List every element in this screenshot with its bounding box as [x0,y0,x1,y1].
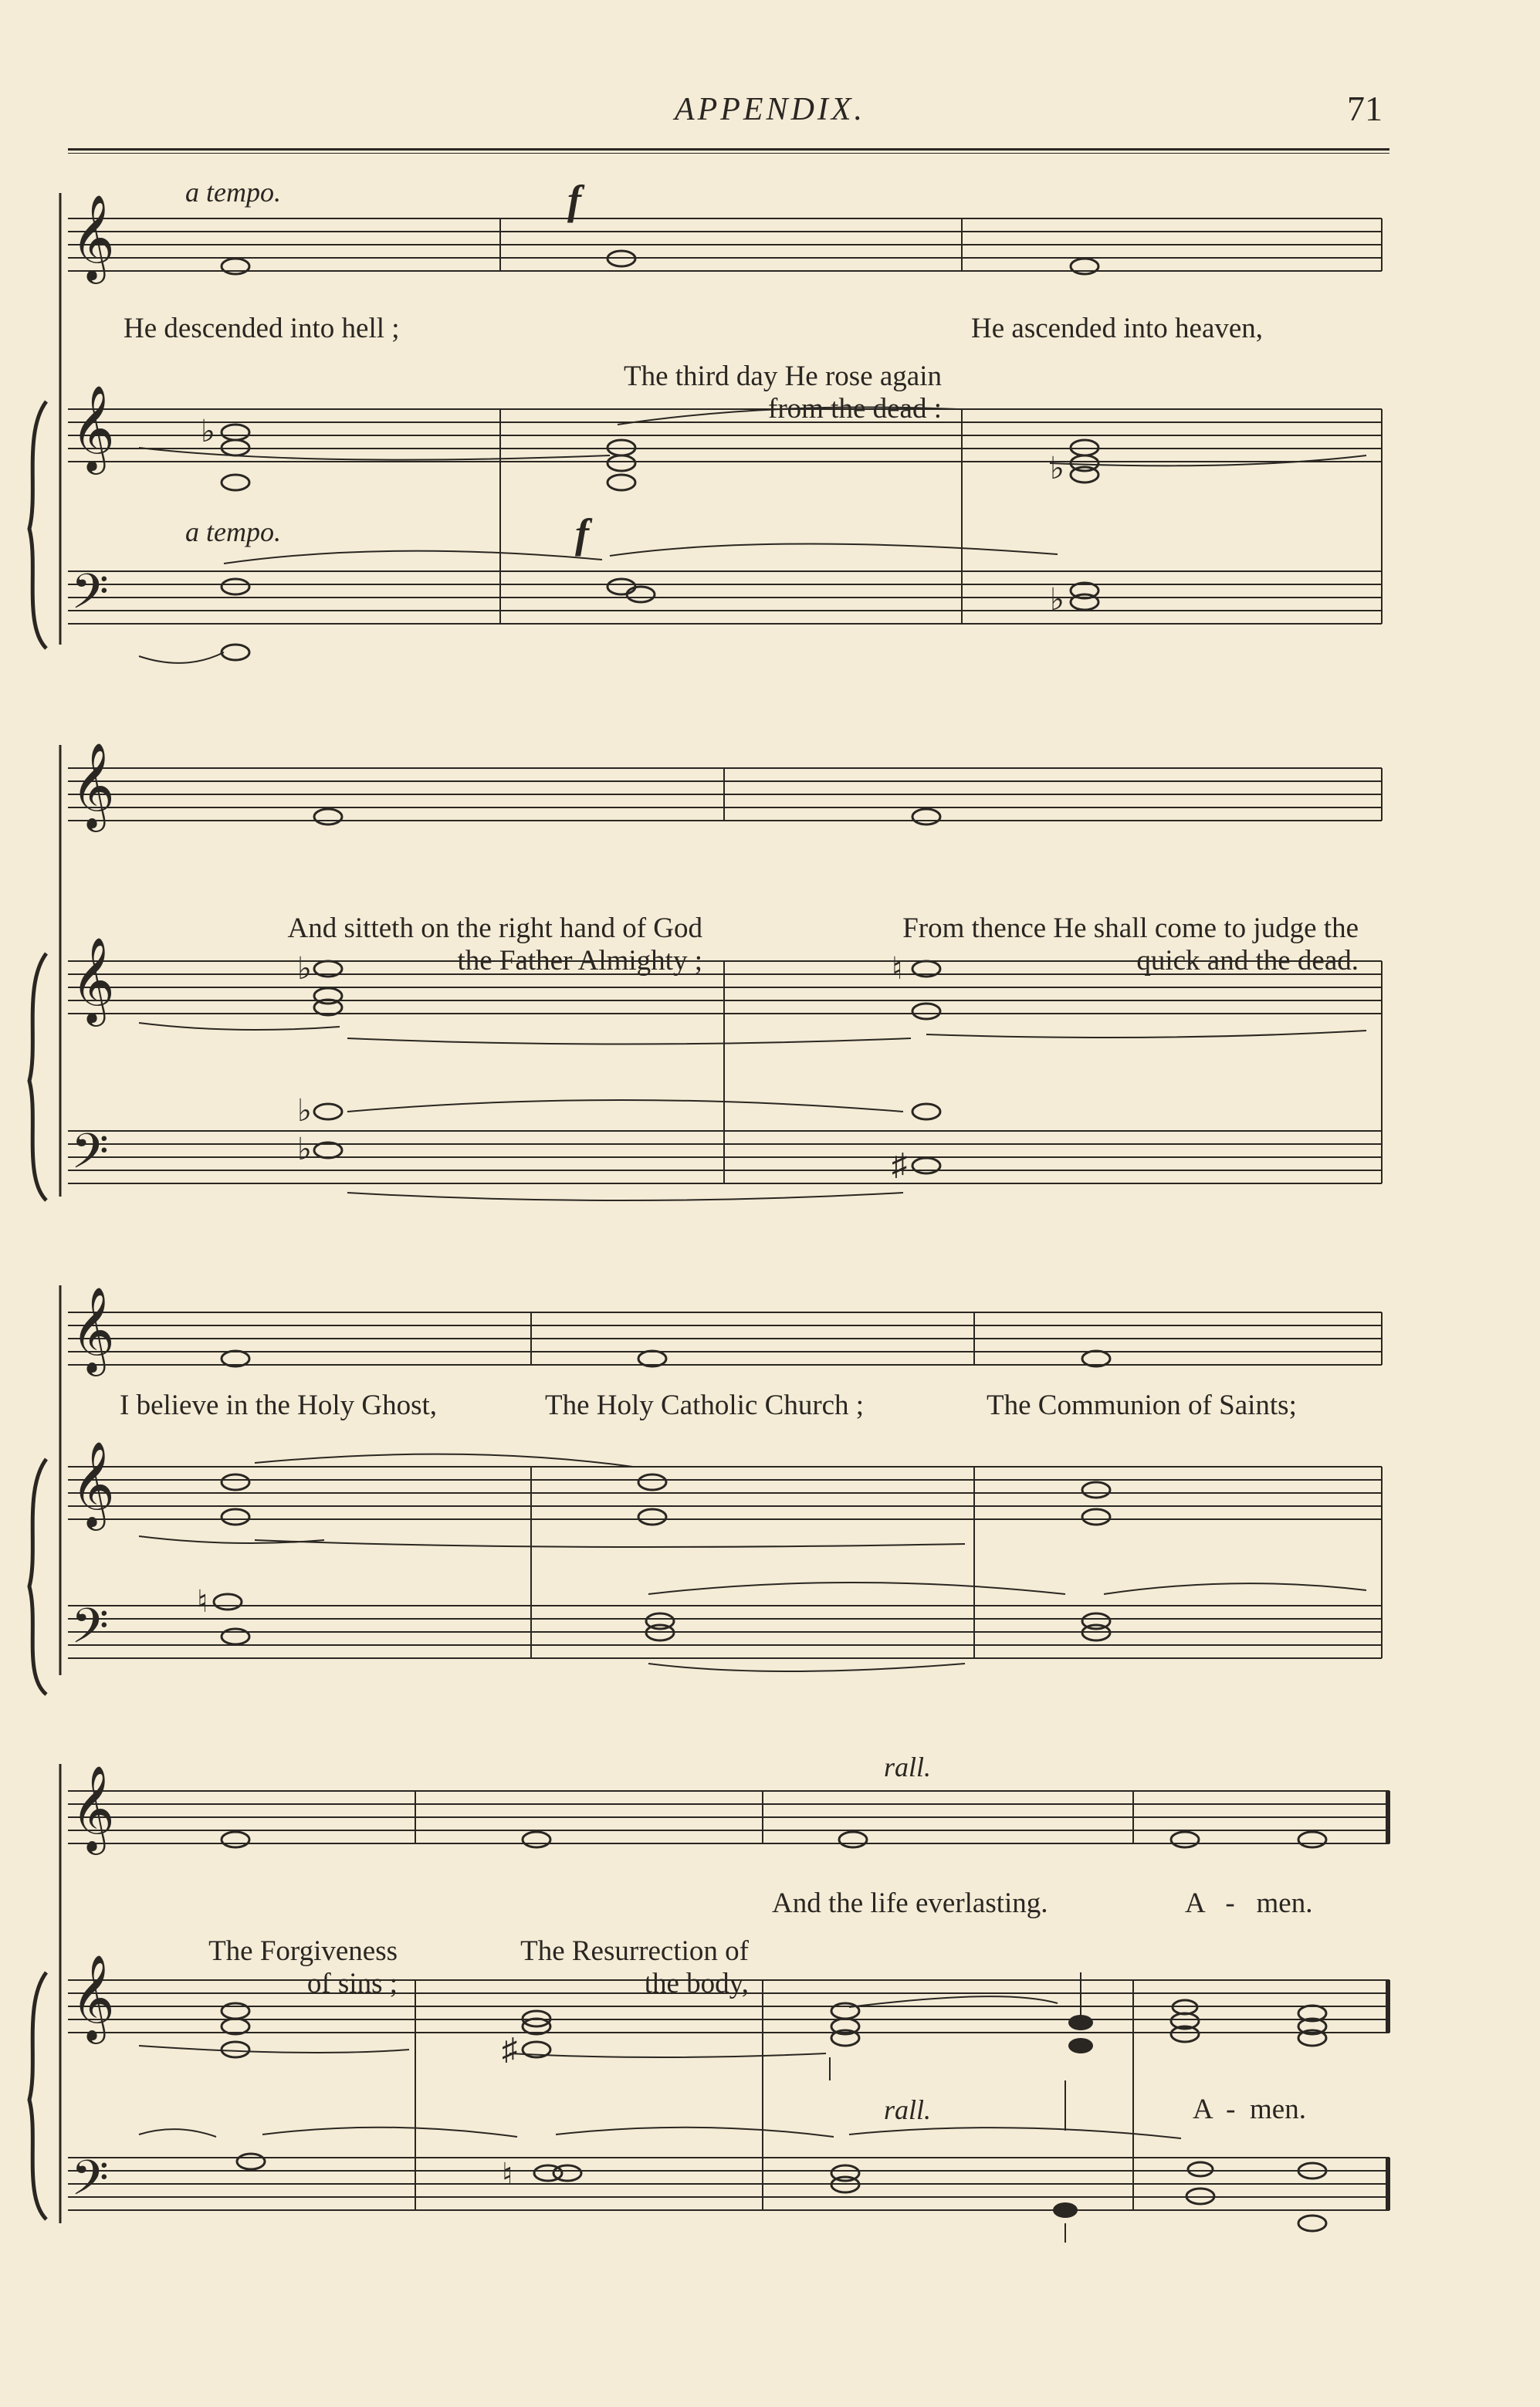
svg-text:♮: ♮ [892,951,903,986]
lyric-phrase: A - men. [1185,1887,1313,1919]
svg-text:♭: ♭ [1050,582,1064,617]
svg-text:♯: ♯ [892,1147,907,1182]
dynamic-marking: f [567,177,581,223]
rall-marking-piano: rall. [884,2094,932,2125]
lyric-phrase: The Communion of Saints; [987,1390,1297,1421]
svg-text:𝄞: 𝄞 [71,742,115,828]
svg-text:𝄞: 𝄞 [71,1440,115,1527]
svg-text:𝄞: 𝄞 [71,194,115,280]
svg-text:𝄞: 𝄞 [71,1954,115,2040]
svg-text:♭: ♭ [201,414,215,449]
svg-text:♭: ♭ [297,1132,312,1166]
dynamic-marking-piano: f [575,510,589,557]
amen-lyric-piano: A - men. [1193,2094,1306,2125]
lyric-phrase: I believe in the Holy Ghost, [120,1390,438,1421]
lyric-phrase: The third day He rose again from the dead : [624,361,942,425]
svg-text:♮: ♮ [197,1584,208,1619]
svg-text:♯: ♯ [502,2032,517,2067]
lyric-phrase: And sitteth on the right hand of God the Father Almighty ; [287,912,702,977]
lyric-phrase: The Resurrection of the body, [520,1935,749,1999]
svg-text:𝄢: 𝄢 [71,1597,109,1666]
tempo-marking: a tempo. [185,177,281,208]
svg-text:𝄞: 𝄞 [71,936,115,1023]
lyric-phrase: The Holy Catholic Church ; [545,1390,865,1421]
page-header-title: APPENDIX. [674,92,866,127]
lyric-phrase: The Forgiveness of sins ; [208,1935,398,1999]
svg-text:♭: ♭ [297,951,312,986]
svg-text:♭: ♭ [297,1093,312,1128]
svg-text:𝄢: 𝄢 [71,1122,109,1191]
svg-text:𝄞: 𝄞 [71,1286,115,1373]
svg-text:♭: ♭ [1050,451,1064,486]
page-number: 71 [1347,89,1383,128]
svg-text:𝄢: 𝄢 [71,2149,109,2218]
svg-text:𝄢: 𝄢 [71,563,109,631]
lyric-phrase: From thence He shall come to judge the quick and the dead. [902,912,1359,977]
tempo-marking-piano: a tempo. [185,516,281,547]
lyric-phrase: He descended into hell ; [124,313,400,344]
svg-text:𝄞: 𝄞 [71,384,115,471]
rall-marking: rall. [884,1752,932,1782]
svg-text:𝄞: 𝄞 [71,1765,115,1851]
svg-text:♮: ♮ [502,2157,513,2192]
lyric-phrase: He ascended into heaven, [971,313,1264,344]
lyric-phrase: And the life everlasting. [772,1887,1048,1919]
